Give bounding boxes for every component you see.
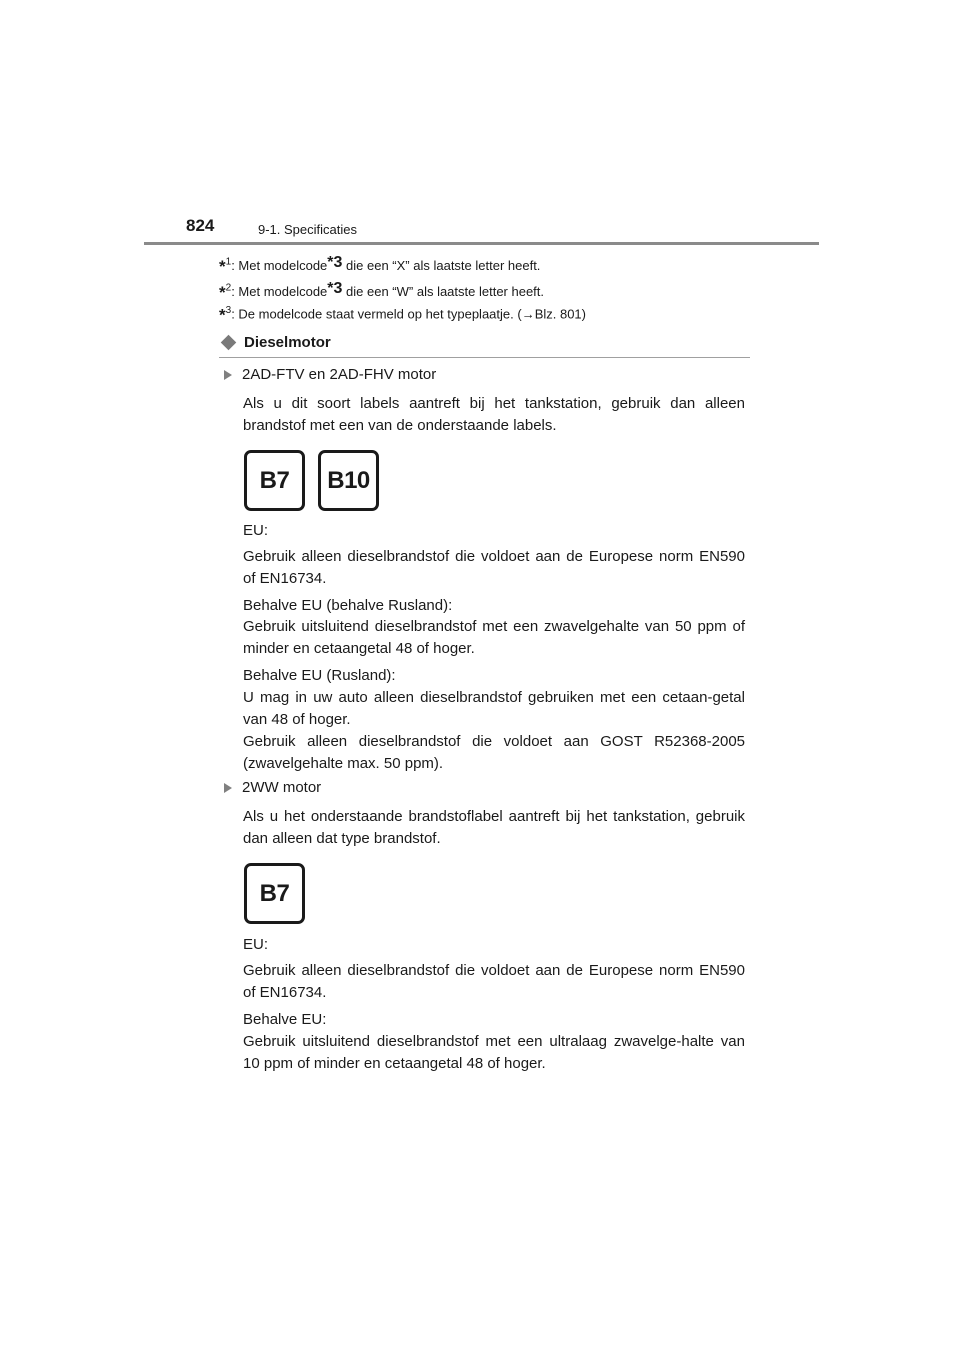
engine-2-non-eu-text: Gebruik uitsluitend dieselbrandstof met een ultralaag zwavelge-halte van 10 ppm of minder en cetaangetal 48 of hoger. [243,1033,745,1072]
engine-2-non-eu-title: Behalve EU: [243,1011,327,1028]
engine-1-non-eu-text: Gebruik uitsluitend dieselbrandstof met een zwavelgehalte van 50 ppm of minder en cetaangetal 48 of hoger. [243,618,745,657]
engine-2-title: 2WW motor [242,779,322,796]
footnote-marker: * [219,257,226,276]
subheading-label: Dieselmotor [244,334,331,351]
engine-2-eu-text: Gebruik alleen dieselbrandstof die voldoet aan de Europese norm EN590 of EN16734. [243,962,745,1001]
engine-1-non-eu-title: Behalve EU (behalve Rusland): [243,597,453,614]
section-title: 9-1. Specificaties [258,222,357,237]
arrow-right-icon: → [521,306,535,322]
triangle-bullet-icon [224,370,232,380]
subheading-divider [219,357,750,358]
footnote-text: : Met modelcode [231,284,328,299]
fuel-label-b10: B10 [318,450,379,511]
diamond-icon [221,335,237,351]
engine-2-intro: Als u het onderstaande brandstoflabel aantreft bij het tankstation, gebruik dan alleen dat type brandstof. [243,808,745,847]
footnote-text: die een “X” als laatste letter heeft. [342,258,541,273]
footnote-number: 2 [225,282,232,294]
footnote-text: : Met modelcode [231,258,328,273]
footnote-reference: *3 [327,254,343,271]
engine-1-russia-title: Behalve EU (Rusland): [243,667,396,684]
footnote-number: 3 [225,305,232,316]
engine-2-eu-title: EU: [243,936,269,953]
engine-1-eu-text: Gebruik alleen dieselbrandstof die voldoet aan de Europese norm EN590 of EN16734. [243,548,745,587]
engine-1-heading [224,366,436,383]
footnote-1 [219,254,540,277]
footnote-marker: * [219,283,226,302]
footnote-3 [219,305,586,325]
engine-1-eu-title: EU: [243,522,269,539]
footnote-2 [219,280,544,303]
footnote-text: : De modelcode staat vermeld op het typeplaatje. ( [231,306,522,322]
footnote-text: die een “W” als laatste letter heeft. [342,284,545,299]
engine-2-heading [224,779,321,796]
footnote-number: 1 [225,256,232,268]
subheading-dieselmotor [220,334,331,351]
triangle-bullet-icon [224,783,232,793]
fuel-label-b7: B7 [244,450,305,511]
engine-1-russia-text-1: U mag in uw auto alleen dieselbrandstof gebruiken met een cetaan-getal van 48 of hoger. [243,689,745,728]
engine-1-russia-text-2: Gebruik alleen dieselbrandstof die voldoet aan GOST R52368-2005 (zwavelgehalte max. 50 ppm). [243,733,745,772]
footnote-marker: * [219,305,226,325]
footnote-reference: *3 [327,280,343,297]
fuel-label-b7: B7 [244,863,305,924]
engine-1-intro: Als u dit soort labels aantreft bij het tankstation, gebruik dan alleen brandstof met een van de onderstaande labels. [243,395,745,434]
engine-1-title: 2AD-FTV en 2AD-FHV motor [242,366,437,383]
footnote-link-text[interactable]: Blz. 801) [534,306,586,322]
page-number: 824 [186,216,215,235]
header-divider [144,242,819,245]
